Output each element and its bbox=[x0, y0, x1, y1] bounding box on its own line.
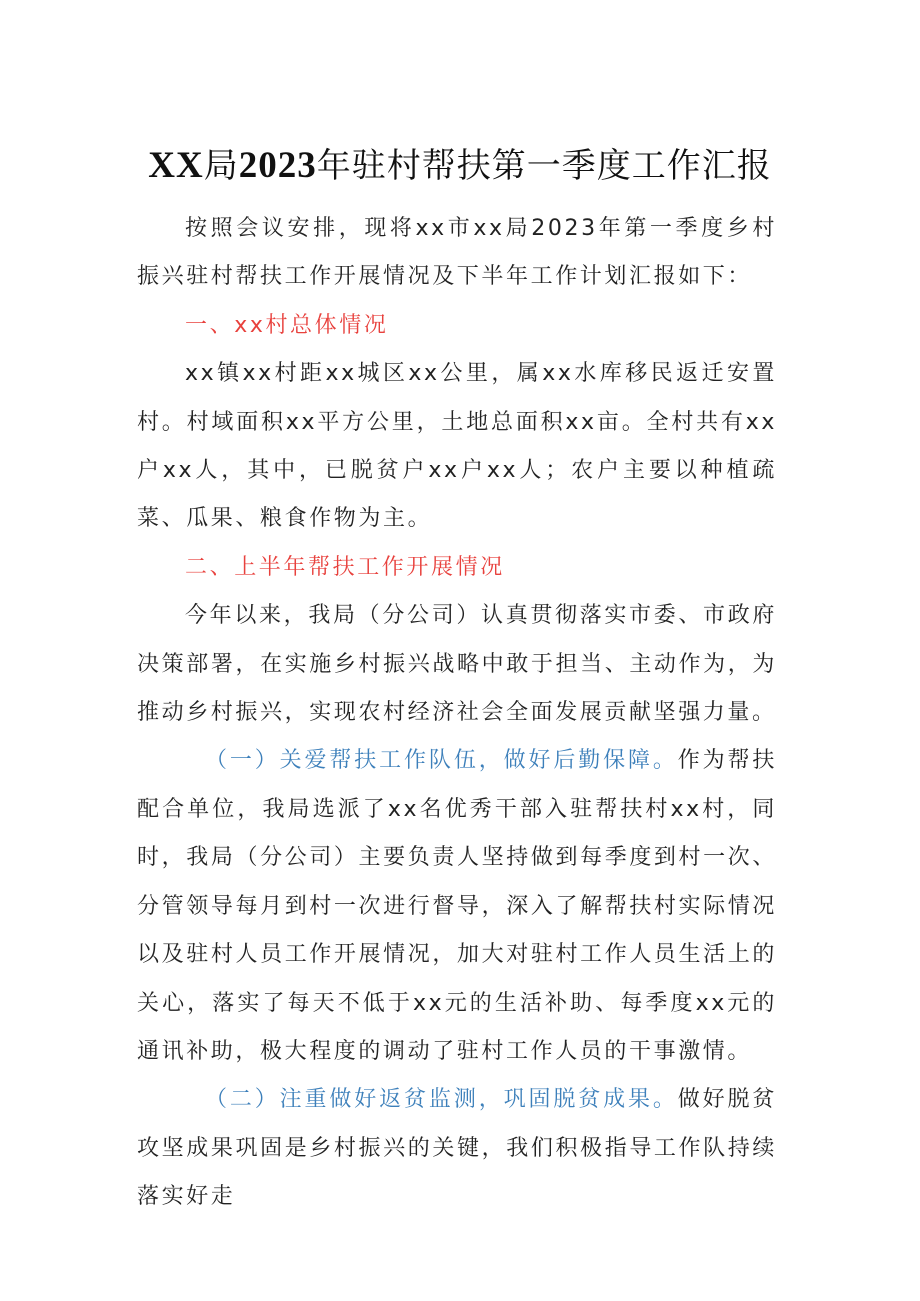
sub2-body: 做好脱贫攻坚成果巩固是乡村振兴的关键，我们积极指导工作队持续落实好走 bbox=[137, 1087, 777, 1210]
sub1-body: 作为帮扶配合单位，我局选派了xx名优秀干部入驻帮扶村xx村，同时，我局（分公司）主要负责人坚持做到每季度到村一次、分管领导每月到村一次进行督导，深入了解帮扶村实际情况以及驻村人员工作开展情况，加大对驻村工作人员生活上的关心，落实了每天不低于xx元的生活补助、每季度xx元的通讯补助，极大程度的调动了驻村工作人员的干事激情。 bbox=[137, 748, 777, 1064]
sub2-paragraph bbox=[137, 1076, 777, 1221]
title-prefix: XX bbox=[148, 145, 204, 186]
section1-paragraph: xx镇xx村距xx城区xx公里，属xx水库移民返迁安置村。村域面积xx平方公里，土地总面积xx亩。全村共有xx户xx人，其中，已脱贫户xx户xx人；农户主要以种植疏菜、瓜果、粮食作物为主。 bbox=[137, 361, 777, 532]
intro-paragraph: 按照会议安排，现将xx市xx局2023年第一季度乡村振兴驻村帮扶工作开展情况及下半年工作计划汇报如下： bbox=[137, 216, 777, 290]
title-suffix: 年驻村帮扶第一季度工作汇报 bbox=[316, 146, 772, 186]
title-year: 2023 bbox=[238, 145, 317, 186]
sub2-heading: （二）注重做好返贫监测，巩固脱贫成果。 bbox=[205, 1087, 678, 1113]
title-middle: 局 bbox=[203, 146, 239, 186]
document-body bbox=[137, 205, 777, 1222]
section2-heading: 二、上半年帮扶工作开展情况 bbox=[185, 554, 505, 580]
document-title bbox=[0, 138, 920, 194]
sub1-paragraph bbox=[137, 737, 777, 1076]
sub1-heading: （一）关爱帮扶工作队伍，做好后勤保障。 bbox=[205, 748, 678, 774]
section2-paragraph: 今年以来，我局（分公司）认真贯彻落实市委、市政府决策部署，在实施乡村振兴战略中敢于担当、主动作为，为推动乡村振兴，实现农村经济社会全面发展贡献坚强力量。 bbox=[137, 603, 777, 726]
section1-heading: 一、xx村总体情况 bbox=[185, 312, 389, 338]
